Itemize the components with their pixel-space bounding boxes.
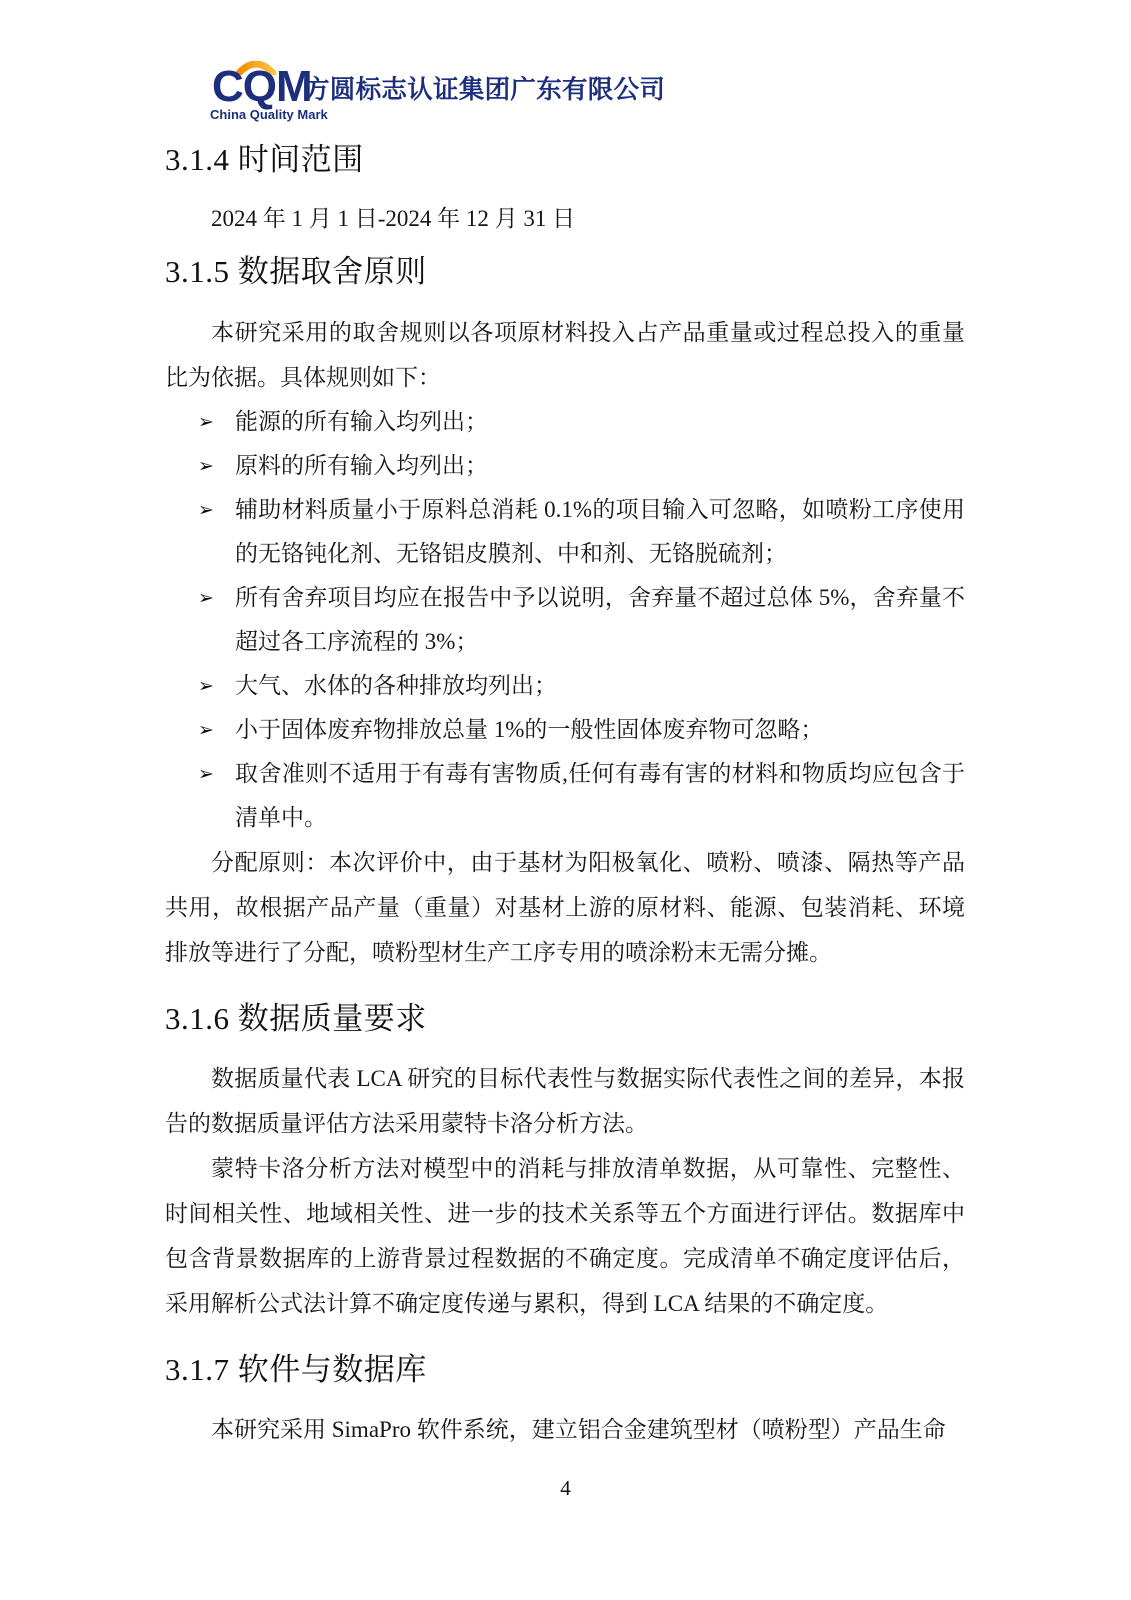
data-quality-paragraph-2: 蒙特卡洛分析方法对模型中的消耗与排放清单数据，从可靠性、完整性、时间相关性、地域相关性、进一步的技术关系等五个方面进行评估。数据库中包含背景数据库的上游背景过程数据的不确定度。完成清单不确定度评估后，采用解析公式法计算不确定度传递与累积，得到 LCA 结果的不确定度。: [165, 1156, 965, 1316]
list-item: [165, 708, 965, 752]
list-item-text: 所有舍弃项目均应在报告中予以说明，舍弃量不超过总体 5%，舍弃量不超过各工序流程的 3%；: [235, 585, 965, 654]
arrow-bullet-icon: ➢: [198, 411, 214, 433]
list-item: [165, 752, 965, 840]
list-item: [165, 488, 965, 576]
cqm-logo-text: CQM: [212, 62, 312, 111]
document-header: [212, 62, 912, 126]
list-item: [165, 444, 965, 488]
list-item-text: 原料的所有输入均列出；: [235, 453, 488, 478]
list-item-text: 能源的所有输入均列出；: [235, 409, 488, 434]
arrow-bullet-icon: ➢: [198, 455, 214, 477]
list-item: [165, 576, 965, 664]
list-item: [165, 664, 965, 708]
arrow-bullet-icon: ➢: [198, 675, 214, 697]
arrow-bullet-icon: ➢: [198, 587, 214, 609]
list-item-text: 取舍准则不适用于有毒有害物质,任何有毒有害的材料和物质均应包含于清单中。: [235, 761, 965, 830]
arrow-bullet-icon: ➢: [198, 763, 214, 785]
data-quality-paragraph-1: 数据质量代表 LCA 研究的目标代表性与数据实际代表性之间的差异，本报告的数据质量评估方法采用蒙特卡洛分析方法。: [165, 1066, 965, 1136]
list-item: [165, 400, 965, 444]
arrow-bullet-icon: ➢: [198, 719, 214, 741]
arrow-bullet-icon: ➢: [198, 499, 214, 521]
list-item-text: 辅助材料质量小于原料总消耗 0.1%的项目输入可忽略，如喷粉工序使用的无铬钝化剂、无铬铝皮膜剂、中和剂、无铬脱硫剂；: [235, 497, 965, 566]
list-item-text: 大气、水体的各种排放均列出；: [235, 673, 557, 698]
section-heading-3-1-5: 3.1.5 数据取舍原则: [165, 254, 427, 289]
section-heading-3-1-6: 3.1.6 数据质量要求: [165, 1001, 427, 1036]
software-database-paragraph: 本研究采用 SimaPro 软件系统，建立铝合金建筑型材（喷粉型）产品生命: [211, 1417, 946, 1442]
logo-tagline: China Quality Mark: [210, 107, 328, 122]
cutoff-intro-paragraph: 本研究采用的取舍规则以各项原材料投入占产品重量或过程总投入的重量比为依据。具体规则如下：: [165, 320, 965, 390]
page-number: 4: [560, 1476, 571, 1500]
document-body: [165, 128, 965, 1452]
list-item-text: 小于固体废弃物排放总量 1%的一般性固体废弃物可忽略；: [235, 717, 824, 742]
cutoff-rules-list: [165, 400, 965, 840]
company-name: 方圆标志认证集团广东有限公司: [304, 76, 666, 104]
date-range-paragraph: 2024 年 1 月 1 日-2024 年 12 月 31 日: [211, 206, 576, 231]
section-heading-3-1-7: 3.1.7 软件与数据库: [165, 1352, 427, 1387]
allocation-paragraph: 分配原则：本次评价中，由于基材为阳极氧化、喷粉、喷漆、隔热等产品共用，故根据产品产量（重量）对基材上游的原材料、能源、包装消耗、环境排放等进行了分配，喷粉型材生产工序专用的喷涂粉末无需分摊。: [165, 850, 965, 965]
section-heading-3-1-4: 3.1.4 时间范围: [165, 142, 364, 177]
